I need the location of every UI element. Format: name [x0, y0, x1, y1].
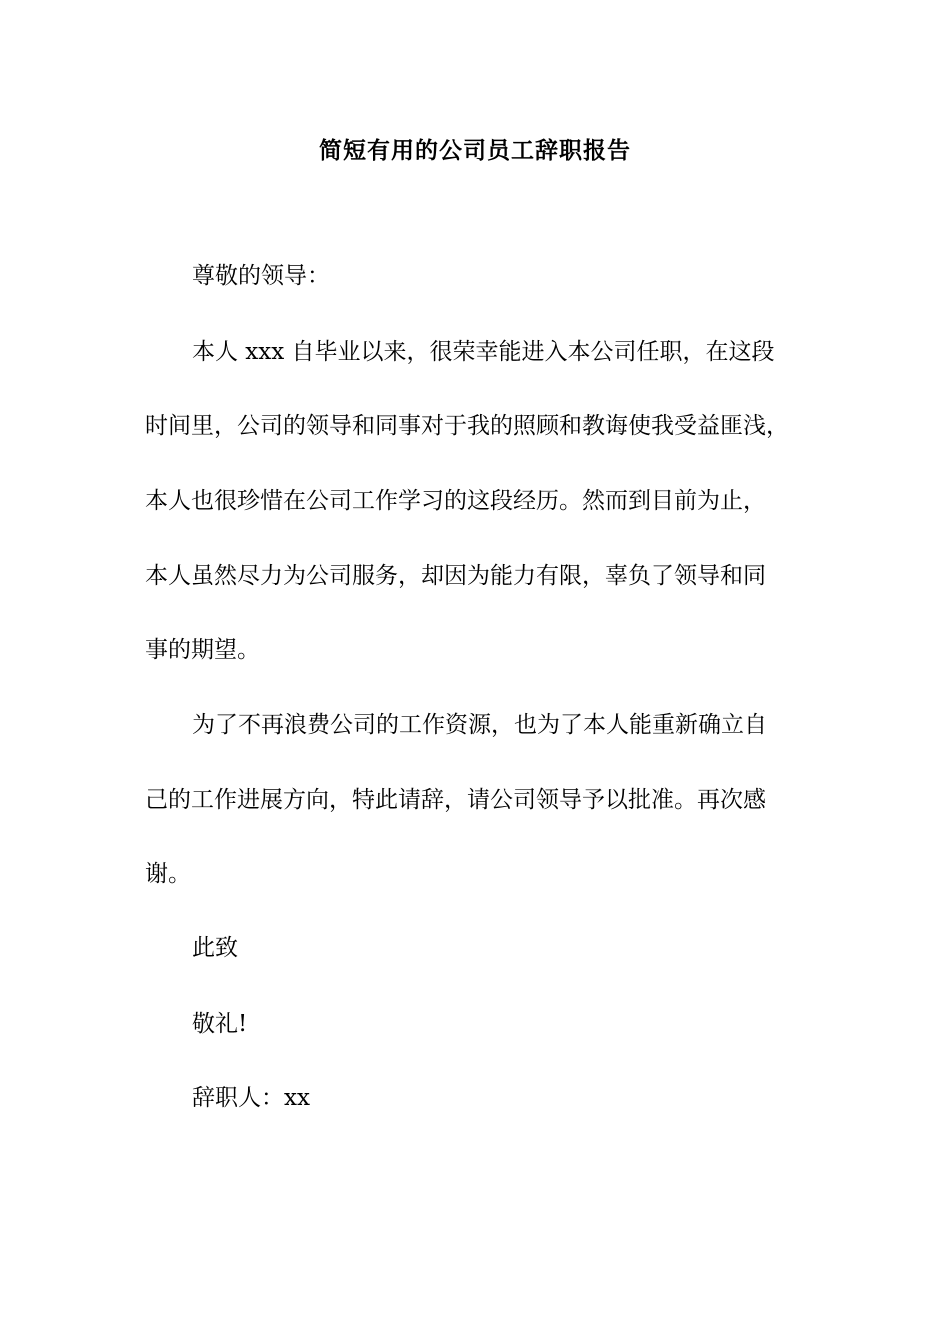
- salutation: 尊敬的领导：: [192, 263, 330, 289]
- paragraph1-line4: 本人虽然尽力为公司服务，却因为能力有限，辜负了领导和同: [145, 563, 766, 589]
- paragraph1-line3: 本人也很珍惜在公司工作学习的这段经历。然而到目前为止，: [145, 488, 766, 514]
- closing-ci-zhi: 此致: [192, 935, 238, 961]
- signature: 辞职人：xx: [192, 1085, 310, 1111]
- paragraph1-line1: 本人 xxx 自毕业以来，很荣幸能进入本公司任职，在这段: [192, 339, 775, 365]
- paragraph1-line5: 事的期望。: [145, 637, 260, 663]
- paragraph1-line2: 时间里，公司的领导和同事对于我的照顾和教诲使我受益匪浅，: [145, 413, 789, 439]
- paragraph2-line1: 为了不再浪费公司的工作资源，也为了本人能重新确立自: [192, 712, 767, 738]
- paragraph2-line3: 谢。: [145, 861, 191, 887]
- closing-jing-li: 敬礼!: [192, 1011, 248, 1037]
- document-title: 简短有用的公司员工辞职报告: [319, 138, 631, 164]
- paragraph2-line2: 己的工作进展方向，特此请辞，请公司领导予以批准。再次感: [145, 787, 766, 813]
